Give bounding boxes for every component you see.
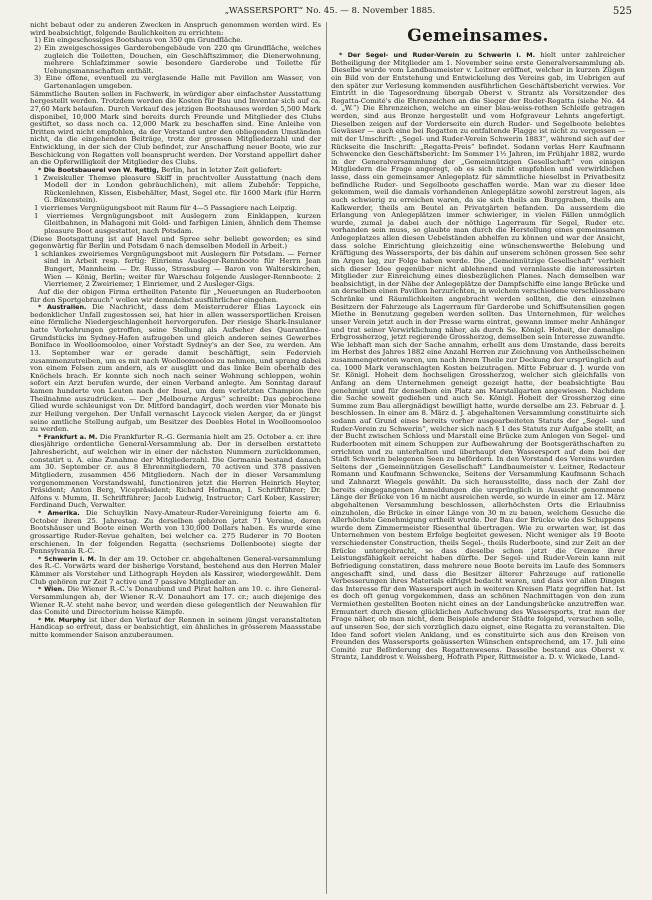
article-paragraph bbox=[30, 617, 321, 640]
article-text: Die Frankfurter R.-G. Germania hielt am 25. October a. cr. ihre diesjährige ordentliche General-Versammlung ab. Der in derselben erstattete Jahresbericht, auf welchen wir in einer der nächsten Nummern zurückkommen, constatirt u. A. eine Zunahme der Mitgliederzahl. Die Germania bestand danach am 30. September cr. aus 8 Ehrenmitgliedern, 70 activen und 378 passiven Mitgliedern, zusammen 456 Mitgliedern. Nach der in dieser Versammlung vorgenommenen Vorstandswahl, functioniren jetzt die Herren Heinrich Heyter, Präsident; Anton Berg, Vicepräsident; Richard Hofmann, I. Schriftführer; Dr. Alfons v. Mumm, II. Schriftführer; Jacob Ludwig, Instructor; Carl Kober, Kassirer; Ferdinand Duch, Verwalter. bbox=[30, 432, 321, 510]
article-text: 1 schlankes zweiriemes Vergnügungsboot mit Auslegern für Potsdam. — Ferner sind in Arbeit resp. fertig: Einriems Ausleger-Rennboote für Herrn Jean Bungert, Mannheim — Dr. Russo, Strassburg — Baron von Walterskirchen, Wien — König, Berlin; weiter für Warschau folgende Ausleger-Rennboote: 2 Vierriemer, 2 Zweiriemer, 1 Einriemer, und 2 Ausleger-Gigs. bbox=[34, 249, 321, 289]
article-text: 1) Ein eingeschossiges Bootshaus von 350 qm Grundfläche. bbox=[34, 36, 243, 45]
article-text: hielt unter zahlreicher Betheiligung der Mitglieder am 1. November seine erste Generalversammlung ab. Dieselbe wurde vom Landbaumeister v. Leitner eröffnet, welcher in kurzen Zügen ein Bild von der Entstehung und Entwickelung des Vereins gab, im Uebrigen auf den später zur Verlesung kommenden ausführlichen Geschäftsbericht verwies. Vor Eintritt in die Tagesordnung übergab Oberst v. Strantz als Vorsitzender des Regatta-Comité's die Ehrenzeichen an die Sieger der Ruder-Regatta (siehe No. 44 d. „W.“) Die Ehrenzeichen, welche an einer blau-weiss-rothen Schleife getragen werden, sind aus Bronze hergestellt und vom Hofgraveur Lehnts angefertigt. Dieselben zeigen auf der Vorderseite ein durch Ruder- und Segelboote belebtes Gewässer — auch eine bei Regatten zu entfaltende Flagge ist nicht zu vergessen — mit der Umschrift: „Segel- und Ruder-Verein Schwerin 1883“, während sich auf der Rückseite die Inschrift: „Regatta-Preis“ befindet. Sodann verlas Herr Kaufmann Schwencke den Geschäftsbericht: Im Sommer 1½ Jahren, im Frühjahr 1882, wurde in der Generalversammlung der „Gemeinnützigen Gesellschaft“ von einigen Mitgliedern die Frage angeregt, ob es sich nicht empfehlen und verwirklichen lasse, dass ein gemeinsamer Anlegeplatz für sämmtliche hieselbst in Privatbesitz befindliche Ruder- und Segelboote geschaffen werde. Man war zu dieser Idee gekommen, weil die damals vorhandenen Anlegeplätze sowohl zerstreut lagen, als auch schwierig zu erreichen waren, da sie sich theils am Burggraben, theils am Kalkwerder, theils am Beutel an Privatgärten befanden. Da ausserdem die Erlangung von Anlegeplätzen immer schwieriger, in vielen Fällen unmöglich wurde, zumal ja dabei auch der nöthige Lagerraum für Segel, Ruder etc. vorhanden sein muss, so glaubte man durch die Herstellung eines gemeinsamen Anlegeplatzes allen diesen Uebelständen abhelfen zu können und war der Ansicht, dass solche Einrichtung gleichzeitig eine wünschenswerthe Belebung und Kräftigung des Wassersports, der bis dahin auf unserem schönen grossen See sehr im Argen lag, zur Folge haben werde. Die „Gemeinnützige Gesellschaft“ verhielt sich dieser Idee gegenüber nicht ablehnend und veranlasste die interessirten Mitglieder zur Einreichung eines diesbezüglichen Planes. Nach demselben war beabsichtigt, in der Nähe der Anlegeplätze der Dampfschiffe eine lange Brücke und an derselben einen Pavillon herzurichten, in welchem verschiedene verschliessbare Schränke und Räumlichkeiten angebracht werden sollten, die den einzelnen Besitzern der Fahrzeuge als Lagerraum für Garderobe und Schiffsutensilien gegen Miethe in Benutzung gegeben werden sollten. Das Unternehmen, für welches unser Verein jetzt auch in der Presse warm eintrat, gewann immer mehr Anhänger und trat seiner Verwirklichung näher, als durch Se. Königl. Hoheit, der damalige Erbgrossherzog, jetzt regierende Grossherzog, demselben sein Interesse zuwandte. Wie lebhaft man sich der Sache annahm, erhellt aus dem Umstande, dass bereits im Herbst des Jahres 1882 eine Anzahl Herren zur Zeichnung von Antheilsscheinen zusammengetreten waren, um nach ihrem Theile zur Deckung der ursprünglich auf ca. 1000 Mark veranschlagten Kosten beizutragen. Mitte Februar d. J. wurde von Sr. Königl. Hoheit dem hochseligen Grossherzog, welcher sich gleichfalls von Anfang an dem Unternehmen geneigt gezeigt hatte, der beabsichtigte Bau genehmigt und für denselben ein Platz am Marstallgarten angewiesen. Nachdem die Sache soweit gediehen und auch Se. Königl. Hoheit der Grossherzog eine Summe zum Bau allergnädigst bewilligt hatte, wurde derselbe am 23. Februar d. J. beschlossen. In einer am 8. März d. J. abgehaltenen Versammlung constituirte sich sodann auf Grund eines bereits vorher ausgearbeiteten Statuts der „Segel- und Ruder-Verein zu Schwerin“, welcher sich nach § 1 des Statuts zur Aufgabe stellt, an der Bucht zwischen Schloss und Marstall eine Brücke zum Anlegen von Segel- und Ruderbooten mit einem Schuppen zur Aufbewahrung der Bootsgeräthschaften zu errichten und zu unterhalten und überhaupt den Wassersport auf dem bei der Stadt Schwerin belegenen Seen zu befördern. In den Vorstand des Vereins wurden Seitens der „Gemeinnützigen Gesellschaft“ Landbaumeister v. Leitner, Redacteur Romann und Kaufmann Schwencke, Seitens der Versammlung Kaufmann Schach und Zahnarzt Wiegels gewählt. Da sich herausstellte, dass nach der Zahl der bereits eingegangenen Anmeldungen die ursprünglich in Aussicht genommene Länge der Brücke von 16 m nicht ausreichen werde, so wurde in einer am 12. März abgehaltenen Versammlung beschlossen, allerhöchsten Orts die Erlaubniss einzuholen, die Brücke in einer Länge von 30 m zu bauen, welchem Gesuche die Allerhöchste Genehmigung ertheilt wurde. Der Bau der Brücke wie des Schuppens wurde dem Zimmermeister Riesenthal übertragen. Wie zu erwarten war, ist das Unternehmen von bestem Erfolge begleitet gewesen. Nicht weniger als 19 Boote verschiedenster Construction, theils Segel-, theils Ruderboote, sind zur Zeit an der Brücke untergebracht, so dass dieselbe schon jetzt die Grenze ihrer Leistungsfähigkeit erreicht haben dürfte. Der Segel- und Ruder-Verein kann mit Befriedigung constatiren, dass mehrere neue Boote bereits im Laufe des Sommers angeschafft sind, und dass die Besitzer älterer Fahrzeuge auf rationelle Verbesserungen ihres Materials eifrigst bedacht waren, und dass vor allen Dingen das Interesse für den Wassersport auch in weiteren Kreisen Platz gegriffen hat. Ist es doch oft genug vorgekommen, dass an schönen Nachmittagen von den zum Vermiethen gestellten Booten nicht eines an der Landungsbrücke anzutreffen war. Ermuntert durch diesen glücklichen Aufschwung des Wassersports, trat man der Frage näher, ob man nicht, dem Beispiele anderer Städte folgend, versuchen solle, auf unseren See, der sich vorzüglich dazu eignet, eine Regatta zu veranstalten. Die Idee fand sofort vielen Anklang, und es constituirte sich aus den Kreisen von Freunden des Wassersports geäusserten Wünschen entsprechend, am 17. Juli eine Comité zur Beförderung des Regattenwesens. Dasselbe bestand aus Oberst v. Strantz, Landdrost v. Weissberg, Hofrath Piper, Rittmeister a. D. v. Wickede, Land- bbox=[331, 51, 625, 662]
article-heading: * Australien. bbox=[38, 303, 87, 312]
article-paragraph bbox=[30, 289, 321, 304]
column-divider bbox=[326, 22, 327, 894]
article-paragraph bbox=[30, 251, 321, 289]
article-paragraph bbox=[30, 22, 321, 37]
article-text: Die Schuylkin Navy-Amateur-Ruder-Vereinigung feierte am 6. October ihren 25. Jahrestag. Zu derselben gehören jetzt 71 Vereine, deren Bootshäuser und Boote einen Werth von 130,000 Dollars haben. Es wurde eine grossartige Ruder-Revue gehalten, bei welcher ca. 275 Ruderer in 70 Booten erschienen. In der folgenden Regatta (sechsriems Dollenboote) siegte der Pennsylvania R.-C. bbox=[30, 509, 321, 556]
section-title: Gemeinsames. bbox=[407, 26, 549, 46]
page-header bbox=[28, 6, 632, 20]
article-heading: * Der Segel- und Ruder-Verein zu Schwerin i. M. bbox=[339, 51, 536, 59]
article-text: Die Wiener R.-C.'s Donaubund und Pirat halten am 10. c. ihre General-Versammlungen ab, der Wiener R.-V. Donauhort am 17. cr.; auch diejenige des Wiener R.-V. steht nahe bevor, und werden diese gelegentlich der Neuwahlen für das Comité und Directorium heisse Kämpfe. bbox=[30, 585, 321, 617]
article-text: Die Nachricht, dass dem Meisterruderer Elias Laycock ein bedenklicher Unfall zugestossen sei, hat hier in allen wassersportlichen Kreisen eine förmliche Niedergeschlagenheit hervorgerufen. Der riesige Shark-Insulaner hatte Vorkehrungen getroffen, seine Stellung als Aufseher des Quarantäne-Grundstücks im Sydney-Hafen aufzugeben und gleich anderen seines Gewerbes Boniface in Woolloomooloo, einer Vorstadt Sydney's an der See, zu werden. Am 13. September war er gerade damit beschäftigt, sein Federvieh zusammenzutreiben, um es mit nach Woolloomooloo zu nehmen, und sprang dabei von einem Felsen zum andern, als er ausglitt und das linke Bein oberhalb des Knöchels brach. Er konnte sich noch nach seiner Wohnung schleppen, wohin sofort ein Arzt berufen wurde, der einen Verband anlegte. Am Sonntag darauf kamen hunderte von Leuten nach der Insel, um dem verletzten Champion ihre Theilnahme auszudrücken. — Der „Melbourne Argus“ schreibt: Das gebrochene Glied wurde schleunigst von Dr. Mitford bandagirt, doch werden vier Monate bis zur Heilung vergehen. Der Unfall vernascht Laycock vielen Aerger, da er jüngst seine amtliche Stellung aufgab, um Besitzer des Deebles Hotel in Woolloomooloo zu werden. bbox=[30, 303, 321, 434]
article-heading: * Wien. bbox=[38, 585, 65, 594]
article-paragraph bbox=[30, 434, 321, 510]
article-heading: * Schwerin i. M. bbox=[38, 554, 97, 563]
article-text: ist über den Verlauf der Rennen in seinem jüngst veranstalteten Handicap so erfreut, dass er beabsichtigt, ein ähnliches in grösserem Maassstabe mitte kommender Saison anzuberaumen. bbox=[30, 615, 321, 639]
article-heading: * Amerika. bbox=[38, 509, 80, 517]
article-text: Auf die der obigen Firma ertheilten Patente für „Neuerungen an Ruderbooten für den Sportgebrauch“ wollen wir demnächst ausführlicher eingehen. bbox=[30, 287, 321, 304]
article-paragraph bbox=[30, 45, 321, 76]
article-paragraph bbox=[30, 236, 321, 251]
article-text: 1 Zweiskuller Themse pleasure Skiff in prachtvoller Ausstattung (nach dem Modell der in London gebräuchlichen), mit allem Zubehör: Teppiche, Rückenlehnen, Kissen, Eisbehälter, Mast, Segel etc. für 1600 Mark (für Herrn G. Büxenstein). bbox=[34, 173, 321, 205]
article-text: Sämmtliche Bauten sollen in Fachwerk, in würdiger aber einfachster Ausstattung hergestellt werden. Trotzdem werden die Kosten für Bau und Inventar sich auf ca. 27,60 Mark belaufen. Durch Verkauf des jetzigen Bootshauses werden 5,500 Mark disponibel, 10,000 Mark sind bereits durch Freunde und Mitglieder des Clubs gestiftet, so dass noch ca. 12,000 Mark zu beschaffen sind. Eine Anleihe von Dritten wird nicht empfohlen, da der Vorstand unter den obliegenden Umständen nicht, da die eingehenden Beiträge, trotz der grossen Mitgliederzahl und der Entwicklung, in der sich der Club befindet, zur Anschaffung neuer Boote, wie zur Beschickung von Regatten voll beansprucht werden. Der Vorstand appellirt daher an die Opferwilligkeit der Mitglieder des Clubs. bbox=[30, 89, 321, 167]
running-title: „WASSERSPORT“ No. 45. — 8. November 1885. bbox=[224, 6, 436, 16]
article-paragraph bbox=[30, 304, 321, 434]
article-heading: * Frankfurt a. M. bbox=[38, 432, 98, 441]
article-text: (Diese Bootsgattung ist auf Havel und Spree sehr beliebt geworden; es sind gegenwärtig für Berlin und Potsdam 6 nach demselben Modell in Arbeit.) bbox=[30, 234, 321, 251]
article-heading: * Die Bootsbauerei von W. Rettig, bbox=[38, 165, 159, 174]
article-paragraph bbox=[30, 556, 321, 587]
article-paragraph bbox=[331, 52, 625, 662]
left-column bbox=[30, 22, 321, 894]
article-paragraph bbox=[30, 586, 321, 617]
article-paragraph bbox=[30, 510, 321, 556]
article-text: 3) Eine offene, eventuell zu verglasende Halle mit Pavillon am Wasser, von Gartenanlagen umgeben. bbox=[34, 74, 321, 90]
article-paragraph bbox=[30, 213, 321, 236]
article-text: 2) Ein zweigeschossiges Garderobengebäude von 220 qm Grundfläche, welches zugleich die Toiletten, Douchen, ein Geschäftszimmer, die Dienerwohnung, mehrere Schlafzimmer sowie besondere Garderobe und Toilette für Uebungsmannschaften enthält. bbox=[34, 43, 321, 75]
article-text: 1 vierriemes Vergnügungsboot mit Auslegern zum Einklappen, kurzen Gleitbahnen, in Mahagoni mit Gold- und farbigen Linien, ähnlich dem Themse pleasure Boot ausgestattet, nach Potsdam. bbox=[34, 211, 321, 235]
page-number: 525 bbox=[612, 6, 632, 17]
article-text: 1 vierriemes Vergnügungsboot mit Raum für 4—5 Passagiere nach Leipzig. bbox=[34, 204, 298, 212]
article-paragraph bbox=[30, 75, 321, 90]
article-paragraph bbox=[30, 175, 321, 206]
article-heading: * Mr. Murphy bbox=[38, 615, 86, 624]
article-paragraph bbox=[30, 91, 321, 167]
article-text: Berlin, hat in letzter Zeit geliefert: bbox=[158, 165, 283, 174]
right-column bbox=[331, 22, 625, 894]
article-text: In der am 19. October cr. abgehaltenen General-versammlung des R.-C. Vorwärts ward der bisherige Vorstand, bestehend aus den Herren Maler Kämmer als Vorsteher und Lithograph Heyden als Kassirer, wiedergewählt. Dem Club gehören zur Zeit 7 active und 7 passive Mitglieder an. bbox=[30, 554, 321, 586]
article-text: nicht bebaut oder zu anderen Zwecken in Anspruch genommen werden wird. Es wird beabsichtigt, folgende Baulichkeiten zu errichten: bbox=[30, 22, 321, 37]
